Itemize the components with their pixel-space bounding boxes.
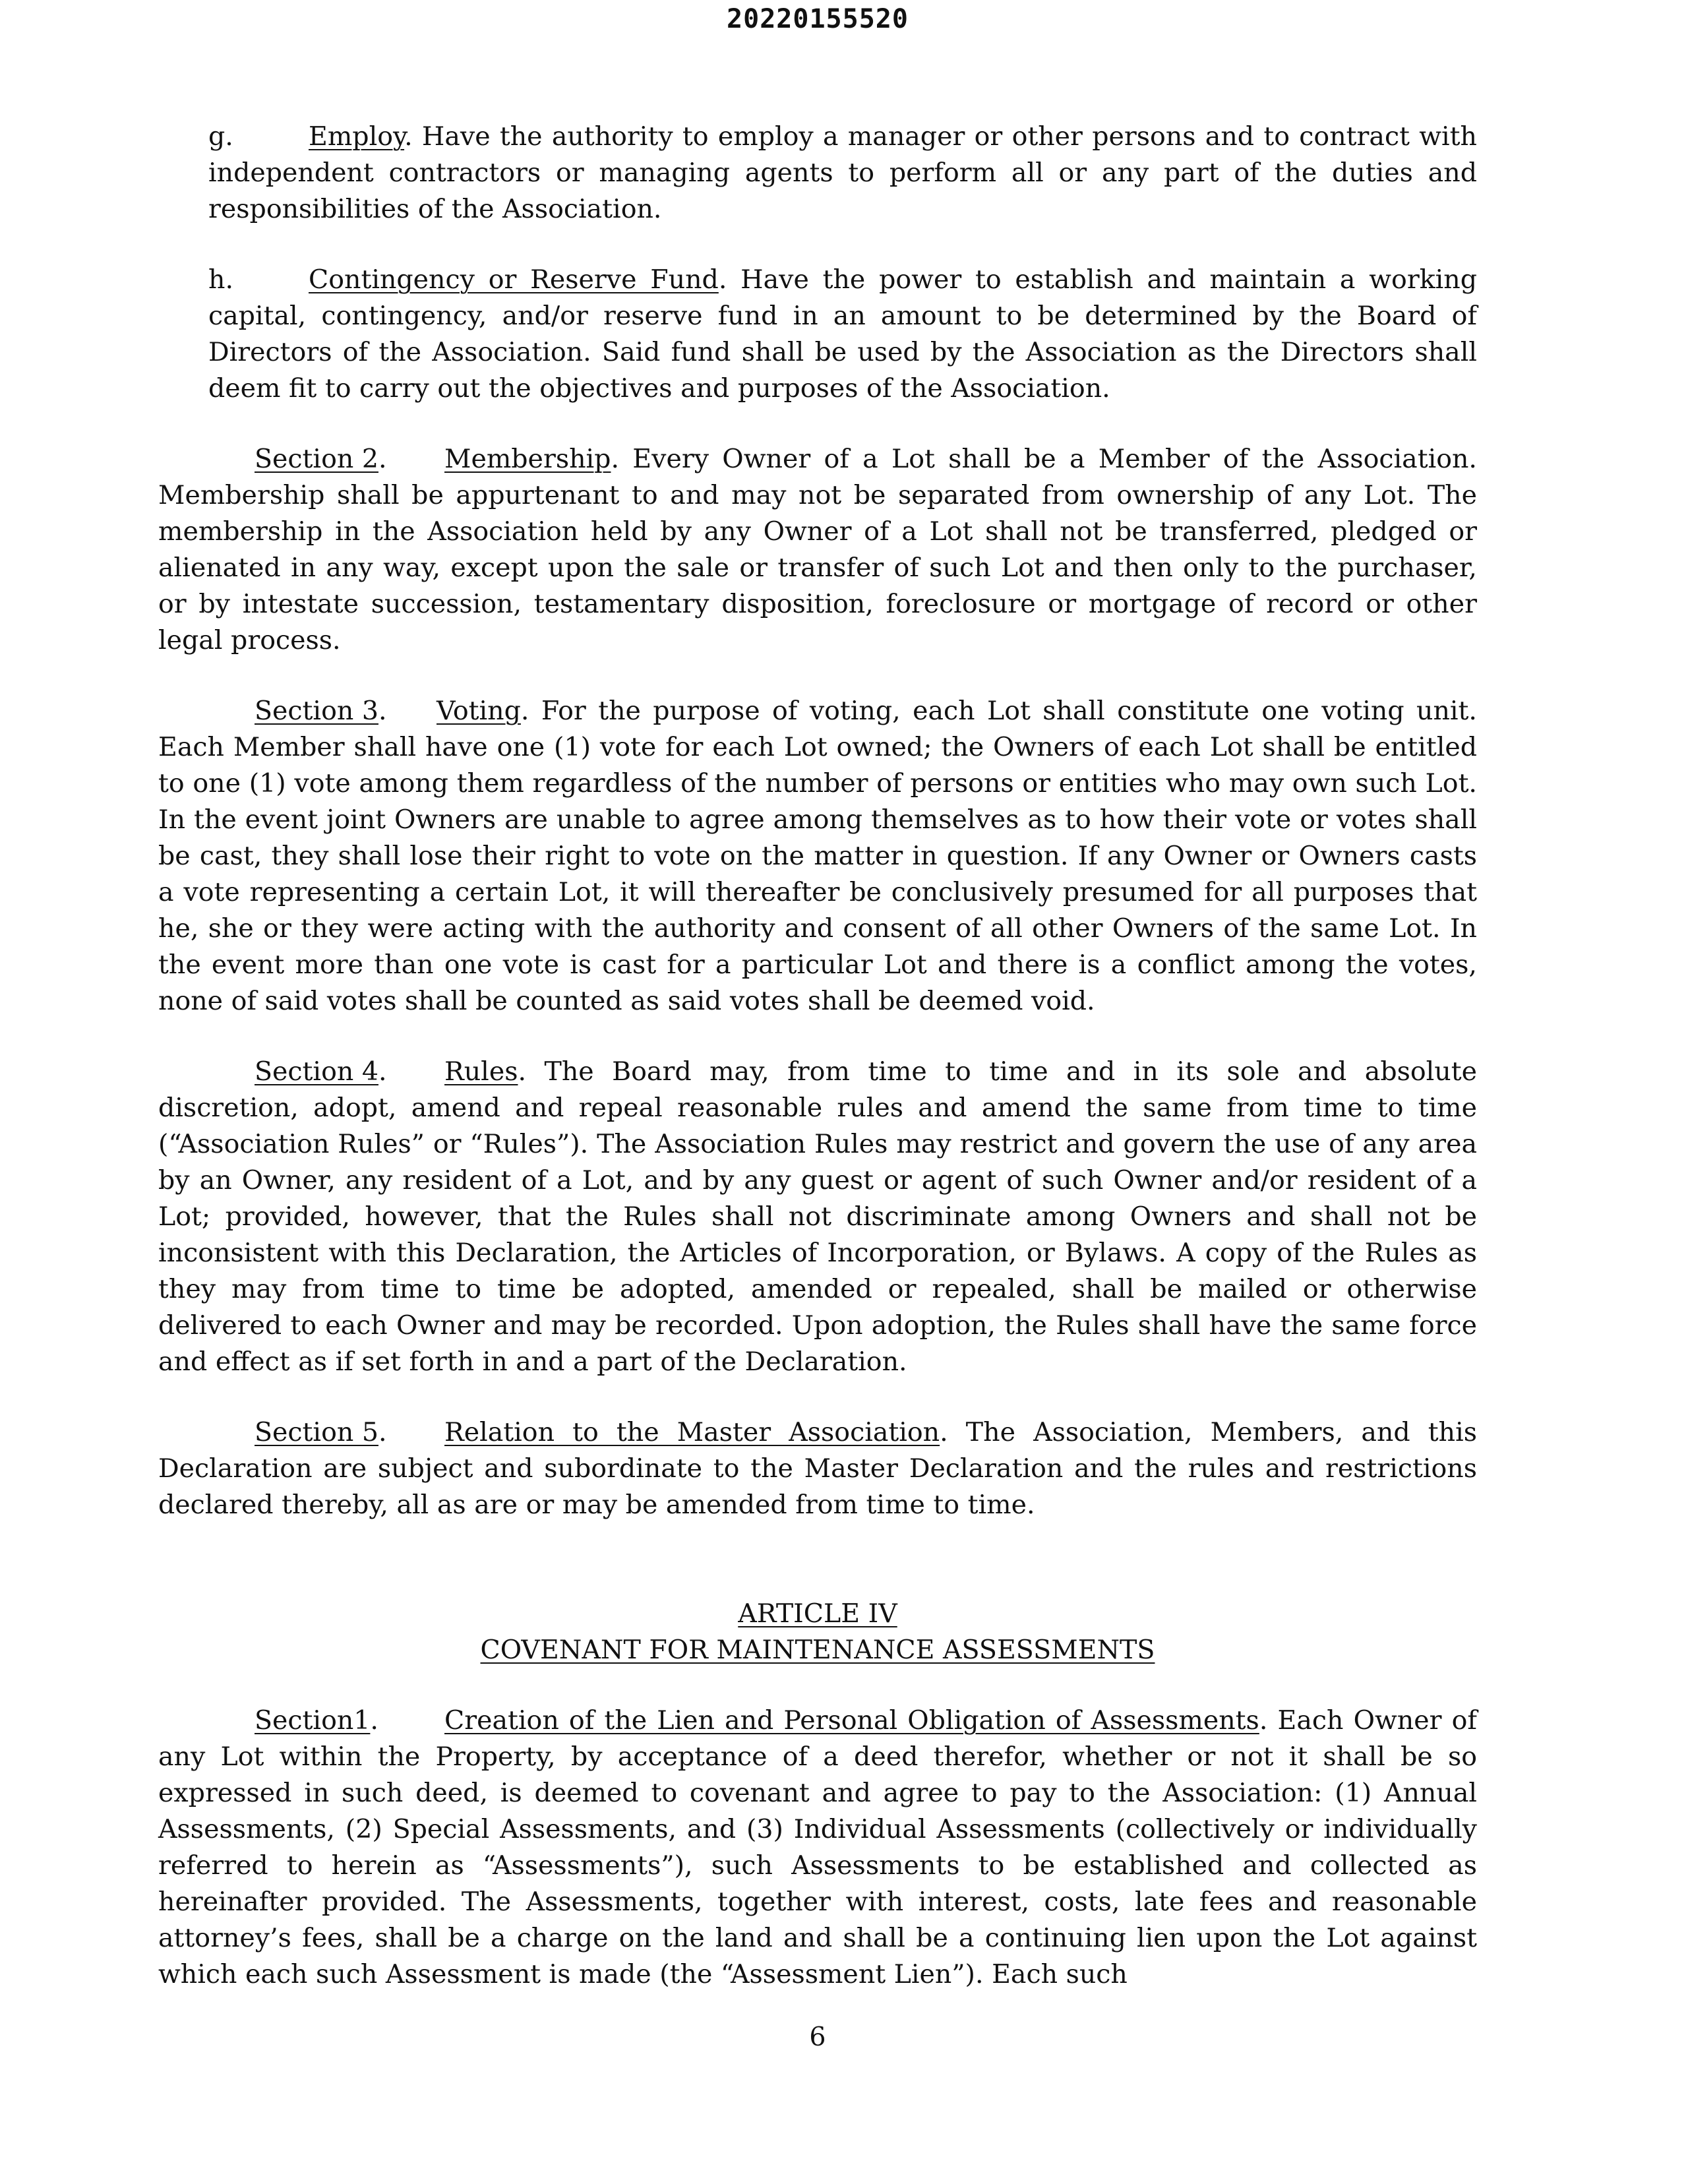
section-paragraph (158, 441, 1477, 659)
article-title: COVENANT FOR MAINTENANCE ASSESSMENTS (480, 1635, 1155, 1665)
section-rules (158, 1054, 1477, 1380)
section-paragraph (158, 1414, 1477, 1523)
section-label: Section1. (255, 1705, 378, 1736)
subsection-employ (158, 119, 1477, 228)
section-title: Rules (444, 1056, 518, 1087)
subsection-reserve-fund (158, 262, 1477, 407)
section-label: Section 5. (255, 1417, 387, 1447)
document-number: 20220155520 (727, 4, 909, 34)
section-membership (158, 441, 1477, 659)
subsection-title: Employ (309, 121, 405, 152)
subsection-text: . Have the power to establish and maintain a working capital, contingency, and/or reserve fund in an amount to be determined by the Board of Directors of the Association. Said fund shall be used by the Association as the Directors shall deem fit to carry out the objectives and purposes of the Association. (208, 264, 1477, 404)
section-title: Relation to the Master Association (444, 1417, 940, 1447)
section-creation-of-lien (158, 1703, 1477, 1993)
section-label: Section 2. (255, 444, 387, 474)
section-text: . Every Owner of a Lot shall be a Member of the Association. Membership shall be appurtenant to and may not be separated from ownership of any Lot. The membership in the Association held by any Owner of a Lot shall not be transferred, pledged or alienated in any way, except upon the sale or transfer of such Lot and then only to the purchaser, or by intestate succession, testamentary disposition, foreclosure or mortgage of record or other legal process. (158, 444, 1477, 655)
subsection-title: Contingency or Reserve Fund (309, 264, 719, 295)
subsection-paragraph (208, 262, 1477, 407)
section-paragraph (158, 1054, 1477, 1380)
section-master-association (158, 1414, 1477, 1523)
subsection-marker: h. (208, 264, 233, 295)
section-label: Section 4. (255, 1056, 387, 1087)
section-title: Membership (444, 444, 611, 474)
section-text: . Each Owner of any Lot within the Property, by acceptance of a deed therefor, whether or not it shall be so expressed in such deed, is deemed to covenant and agree to pay to the Association: (1) Annual Assessments, (2) Special Assessments, and (3) Individual Assessments (collectively or individually referred to herein as “Assessments”), such Assessments to be established and collected as hereinafter provided. The Assessments, together with interest, costs, late fees and reasonable attorney’s fees, shall be a charge on the land and shall be a continuing lien upon the Lot against which each such Assessment is made (the “Assessment Lien”). Each such (158, 1705, 1477, 1989)
subsection-text: . Have the authority to employ a manager or other persons and to contract with independent contractors or managing agents to perform all or any part of the duties and responsibilities of the Association. (208, 121, 1477, 224)
section-paragraph (158, 1703, 1477, 1993)
section-paragraph (158, 693, 1477, 1019)
section-voting (158, 693, 1477, 1019)
section-label: Section 3. (255, 696, 387, 726)
document-page (158, 119, 1477, 2027)
subsection-paragraph (208, 119, 1477, 228)
article-heading (158, 1596, 1477, 1668)
section-title: Voting (437, 696, 521, 726)
section-text: . For the purpose of voting, each Lot shall constitute one voting unit. Each Member shall have one (1) vote for each Lot owned; the Owners of each Lot shall be entitled to one (1) vote among them regardless of the number of persons or entities who may own such Lot. In the event joint Owners are unable to agree among themselves as to how their vote or votes shall be cast, they shall lose their right to vote on the matter in question. If any Owner or Owners casts a vote representing a certain Lot, it will thereafter be conclusively presumed for all purposes that he, she or they were acting with the authority and consent of all other Owners of the same Lot. In the event more than one vote is cast for a particular Lot and there is a conflict among the votes, none of said votes shall be counted as said votes shall be deemed void. (158, 696, 1477, 1016)
subsection-marker: g. (208, 121, 233, 152)
section-title: Creation of the Lien and Personal Obligation of Assessments (444, 1705, 1259, 1736)
article-number: ARTICLE IV (738, 1598, 897, 1629)
section-text: . The Board may, from time to time and in its sole and absolute discretion, adopt, amend and repeal reasonable rules and amend the same from time to time (“Association Rules” or “Rules”). The Association Rules may restrict and govern the use of any area by an Owner, any resident of a Lot, and by any guest or agent of such Owner and/or resident of a Lot; provided, however, that the Rules shall not discriminate among Owners and shall not be inconsistent with this Declaration, the Articles of Incorporation, or Bylaws. A copy of the Rules as they may from time to time be adopted, amended or repealed, shall be mailed or otherwise delivered to each Owner and may be recorded. Upon adoption, the Rules shall have the same force and effect as if set forth in and a part of the Declaration. (158, 1056, 1477, 1377)
section-text: . The Association, Members, and this Declaration are subject and subordinate to the Master Declaration and the rules and restrictions declared thereby, all as are or may be amended from time to time. (158, 1417, 1478, 1520)
page-number: 6 (809, 2022, 826, 2052)
